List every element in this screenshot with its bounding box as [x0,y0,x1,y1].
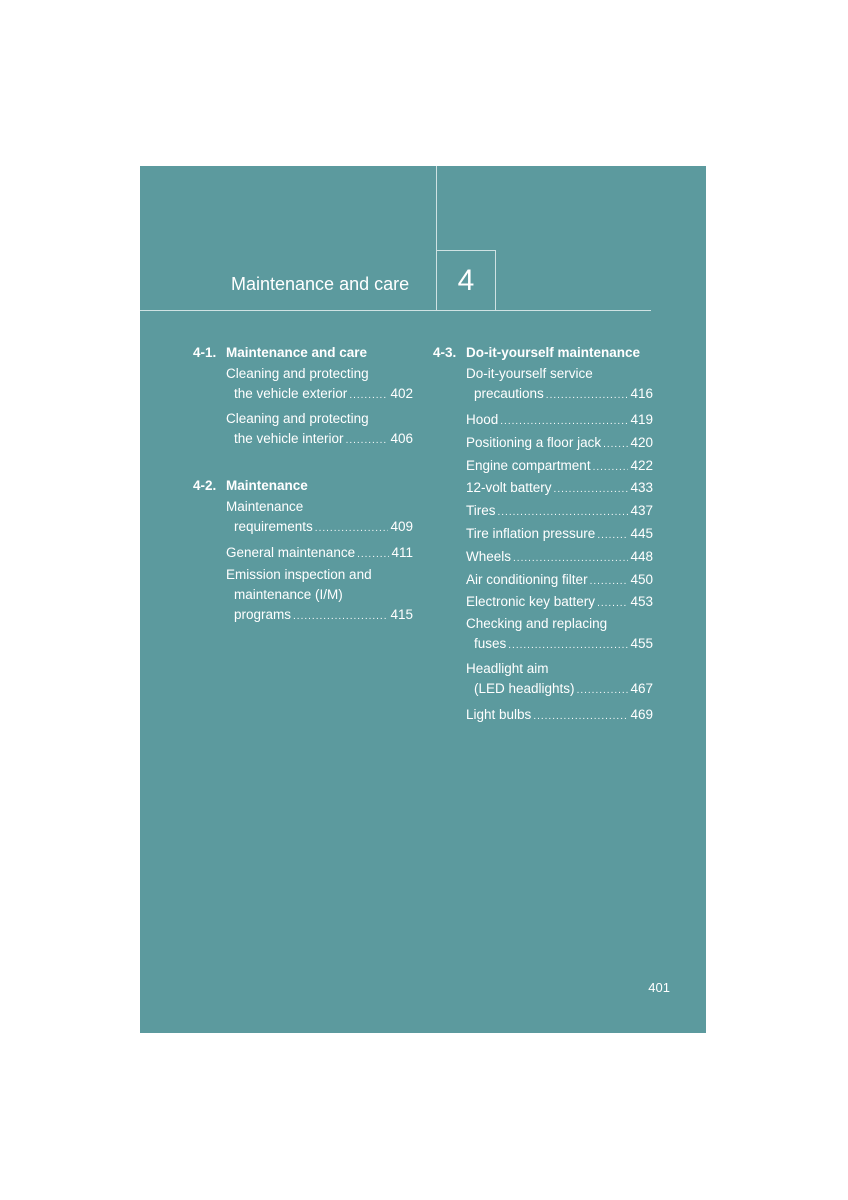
dot-leader [554,479,629,502]
toc-entry[interactable] [466,364,653,407]
section-title: Maintenance [226,478,308,493]
toc-entry-label: Do-it-yourself service [466,366,593,381]
toc-entry[interactable] [466,523,653,546]
toc-entry-label: Tires [466,503,496,519]
toc-page-number: 467 [630,681,653,697]
toc-entry-label: Emission inspection and [226,566,372,582]
toc-page-number: 433 [630,480,653,496]
toc-entry-label: requirements [234,519,313,534]
toc-entry-label: Wheels [466,548,512,564]
toc-page-number: 445 [630,525,653,541]
toc-entry-label: Engine compartment [466,457,591,473]
toc-entry-row [466,591,653,616]
toc-entry[interactable] [226,497,413,540]
toc-entry-label: Cleaning and protecting [226,411,369,426]
toc-entry[interactable] [466,455,653,478]
toc-page-number: 422 [630,457,653,473]
toc-entry[interactable] [466,569,653,592]
toc-entry[interactable] [226,565,413,628]
toc-entry-label: (LED headlights) [474,681,575,697]
toc-entry[interactable] [226,364,413,407]
divider-horizontal [140,310,651,311]
toc-page-number: 450 [630,571,653,587]
toc-entry[interactable] [466,614,653,657]
toc-entry[interactable] [226,542,413,565]
dot-leader [597,593,628,616]
dot-leader [597,525,628,548]
section-number: 4-1. [193,345,217,360]
toc-entry-label: precautions [474,386,544,401]
toc-entry-row [466,455,653,480]
toc-entry-label: maintenance (I/M) [234,586,343,602]
toc-page-number: 402 [390,386,413,401]
toc-section [193,475,413,628]
toc-entry-row [466,384,653,406]
toc-page-number: 416 [630,386,653,401]
section-title: Maintenance and care [226,345,368,360]
chapter-title: Maintenance and care [231,274,410,294]
toc-entry[interactable] [466,546,653,569]
toc-page-number: 420 [630,434,653,450]
dot-leader [546,386,629,406]
toc-entry-label: programs [234,606,292,622]
toc-entry-label: the vehicle interior [234,431,344,446]
toc-entry[interactable] [466,477,653,500]
toc-entry-row [226,542,413,567]
section-heading [433,342,653,364]
divider-vertical [436,166,437,250]
toc-column-left [193,342,413,651]
toc-entry-label: Checking and replacing [466,616,608,632]
toc-entry-row [466,432,653,457]
toc-page-number: 411 [391,545,413,560]
toc-page-number: 409 [390,519,413,534]
toc-page-number: 455 [630,636,653,652]
dot-leader [590,571,629,594]
dot-leader [513,548,628,571]
dot-leader [500,411,628,434]
section-heading [193,475,413,497]
toc-entry[interactable] [466,704,653,727]
chapter-panel [140,166,706,1033]
toc-page-number: 448 [630,548,653,564]
toc-entry-row [466,500,653,525]
dot-leader [533,706,628,729]
toc-entry-label: Headlight aim [466,661,549,677]
toc-section [433,342,653,727]
toc-entry-row [466,704,653,729]
dot-leader [346,431,389,451]
dot-leader [357,544,389,567]
toc-entry-label: Cleaning and protecting [226,366,369,381]
dot-leader [293,607,388,627]
toc-entry-label: fuses [474,636,507,652]
dot-leader [315,519,389,539]
toc-entry-label: 12-volt battery [466,480,552,496]
toc-entry-label: the vehicle exterior [234,386,348,401]
toc-entry-row [226,429,413,451]
section-title: Do-it-yourself maintenance [466,345,641,360]
toc-entry-row [466,546,653,571]
section-number: 4-2. [193,478,217,493]
toc-entry-row [466,569,653,594]
toc-entry-row [466,523,653,548]
toc-entry-label: Tire inflation pressure [466,525,596,541]
toc-entry[interactable] [466,409,653,432]
toc-page-number: 453 [630,594,653,610]
toc-entry[interactable] [466,659,653,702]
dot-leader [577,681,629,701]
dot-leader [498,502,629,525]
toc-page-number: 415 [390,606,413,622]
dot-leader [593,457,629,480]
toc-entry-row [226,384,413,406]
chapter-number: 4 [436,250,496,310]
toc-entry-row [226,605,413,627]
section-heading [193,342,413,364]
toc-entry[interactable] [466,432,653,455]
toc-entry-label: Hood [466,412,499,427]
toc-page-number: 419 [630,412,653,427]
toc-entry-label: Maintenance [226,499,304,514]
toc-entry-row [226,517,413,539]
page-number: 401 [648,980,670,995]
toc-entry-row [466,477,653,502]
toc-page-number: 437 [630,503,653,519]
toc-entry-label: Positioning a floor jack [466,434,602,450]
toc-page-number: 469 [630,707,653,723]
toc-page-number: 406 [390,431,413,446]
toc-column-right [433,342,653,750]
toc-entry[interactable] [466,591,653,614]
toc-entry-label: Air conditioning filter [466,571,588,587]
dot-leader [508,636,628,656]
section-number: 4-3. [433,345,457,360]
toc-section [193,342,413,452]
toc-entry[interactable] [226,409,413,452]
toc-entry-label: Light bulbs [466,707,532,723]
dot-leader [349,386,388,406]
toc-entry[interactable] [466,500,653,523]
toc-entry-row [466,409,653,434]
toc-entry-row [466,679,653,701]
toc-entry-label: General maintenance [226,545,356,560]
toc-entry-row [466,634,653,656]
dot-leader [603,434,628,457]
toc-entry-label: Electronic key battery [466,594,596,610]
